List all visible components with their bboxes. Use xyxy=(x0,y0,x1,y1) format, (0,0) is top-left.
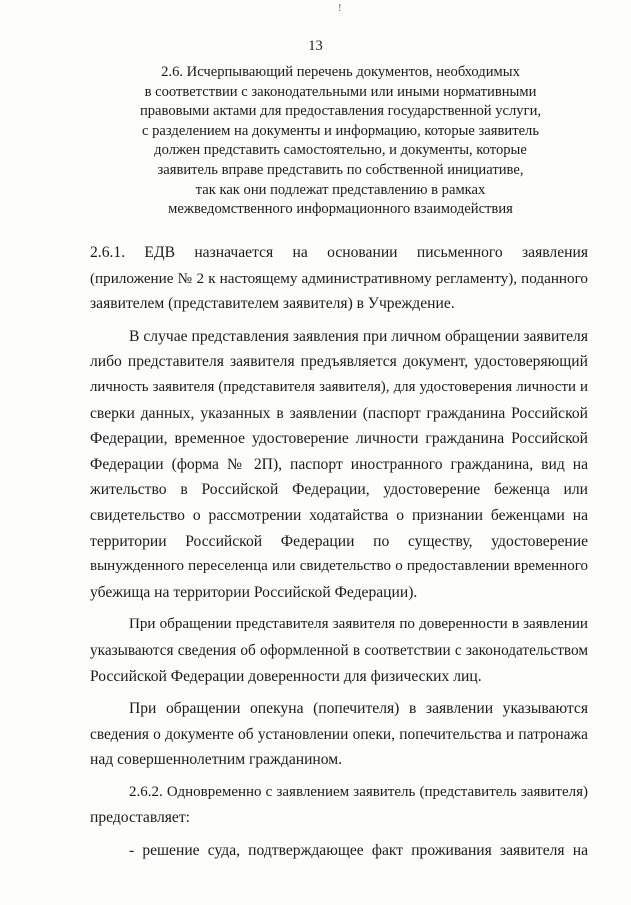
paragraph-line: личность заявителя (представителя заявителя), для удостоверения личности и xyxy=(90,378,588,395)
paragraph-line: При обращении опекуна (попечителя) в заявлении указываются xyxy=(129,700,588,718)
paragraph-line: 2.6.1. ЕДВ назначается на основании письменного заявления xyxy=(90,244,588,261)
paragraph-line: В случае представления заявления при личном обращении заявителя xyxy=(129,327,588,345)
heading-line: правовыми актами для предоставления государственной услуги, xyxy=(139,103,542,120)
document-body xyxy=(90,240,588,864)
heading-line: межведомственного информационного взаимодействия xyxy=(168,201,513,218)
paragraph-line: сведения о документе об установлении опеки, попечительства и патронажа xyxy=(90,725,588,743)
paragraph-line: Федерации, временное удостоверение личности гражданина Российской xyxy=(90,430,588,448)
paragraph xyxy=(90,240,588,317)
scan-mark: ! xyxy=(338,2,342,14)
paragraph-line: территории Российской Федерации по существу, удостоверение xyxy=(90,532,588,550)
paragraph xyxy=(90,780,588,831)
heading-line: должен представить самостоятельно, и документы, которые xyxy=(154,142,527,159)
heading-line: с разделением на документы и информацию, которые заявитель xyxy=(142,122,539,139)
heading-line: в соответствии с законодательными или иными нормативными xyxy=(144,83,537,100)
paragraph-line: убежища на территории Российской Федерации). xyxy=(90,583,418,601)
paragraph-line: Российской Федерации доверенности для физических лиц. xyxy=(90,667,482,685)
paragraph-line: свидетельство о рассмотрении ходатайства о признании беженцами на xyxy=(90,506,588,524)
paragraph-line: (приложение № 2 к настоящему административному регламенту), поданного xyxy=(90,269,588,287)
paragraph-line: - решение суда, подтверждающее факт проживания заявителя на xyxy=(129,842,588,860)
paragraph-line: предоставляет: xyxy=(90,809,191,827)
heading-line: заявитель вправе представить по собственной инициативе, xyxy=(157,161,524,178)
section-heading xyxy=(70,63,611,220)
page-number: 13 xyxy=(308,38,323,54)
paragraph-line: Федерации (форма № 2П), паспорт иностранного гражданина, вид на xyxy=(90,455,588,473)
paragraph xyxy=(90,696,588,773)
paragraph xyxy=(90,612,588,689)
paragraph-line: При обращении представителя заявителя по доверенности в заявлении xyxy=(129,616,588,633)
heading-line: так как они подлежат представлению в рамках xyxy=(195,181,486,198)
paragraph-line: вынужденного переселенца или свидетельство о предоставлении временного xyxy=(90,558,588,575)
paragraph-line: 2.6.2. Одновременно с заявлением заявитель (представитель заявителя) xyxy=(129,783,588,800)
heading-line: 2.6. Исчерпывающий перечень документов, необходимых xyxy=(161,64,520,80)
paragraph-line: жительство в Российской Федерации, удостоверение беженца или xyxy=(90,481,588,499)
paragraph-line: сверки данных, указанных в заявлении (паспорт гражданина Российской xyxy=(90,404,588,422)
paragraph-line: либо представителя заявителя предъявляется документ, удостоверяющий xyxy=(90,353,588,371)
paragraph xyxy=(90,324,588,606)
paragraph xyxy=(90,838,588,864)
paragraph-line: над совершеннолетним гражданином. xyxy=(90,751,343,769)
paragraph-line: указываются сведения об оформленной в соответствии с законодательством xyxy=(90,641,588,659)
paragraph-line: заявителем (представителем заявителя) в Учреждение. xyxy=(90,295,455,313)
